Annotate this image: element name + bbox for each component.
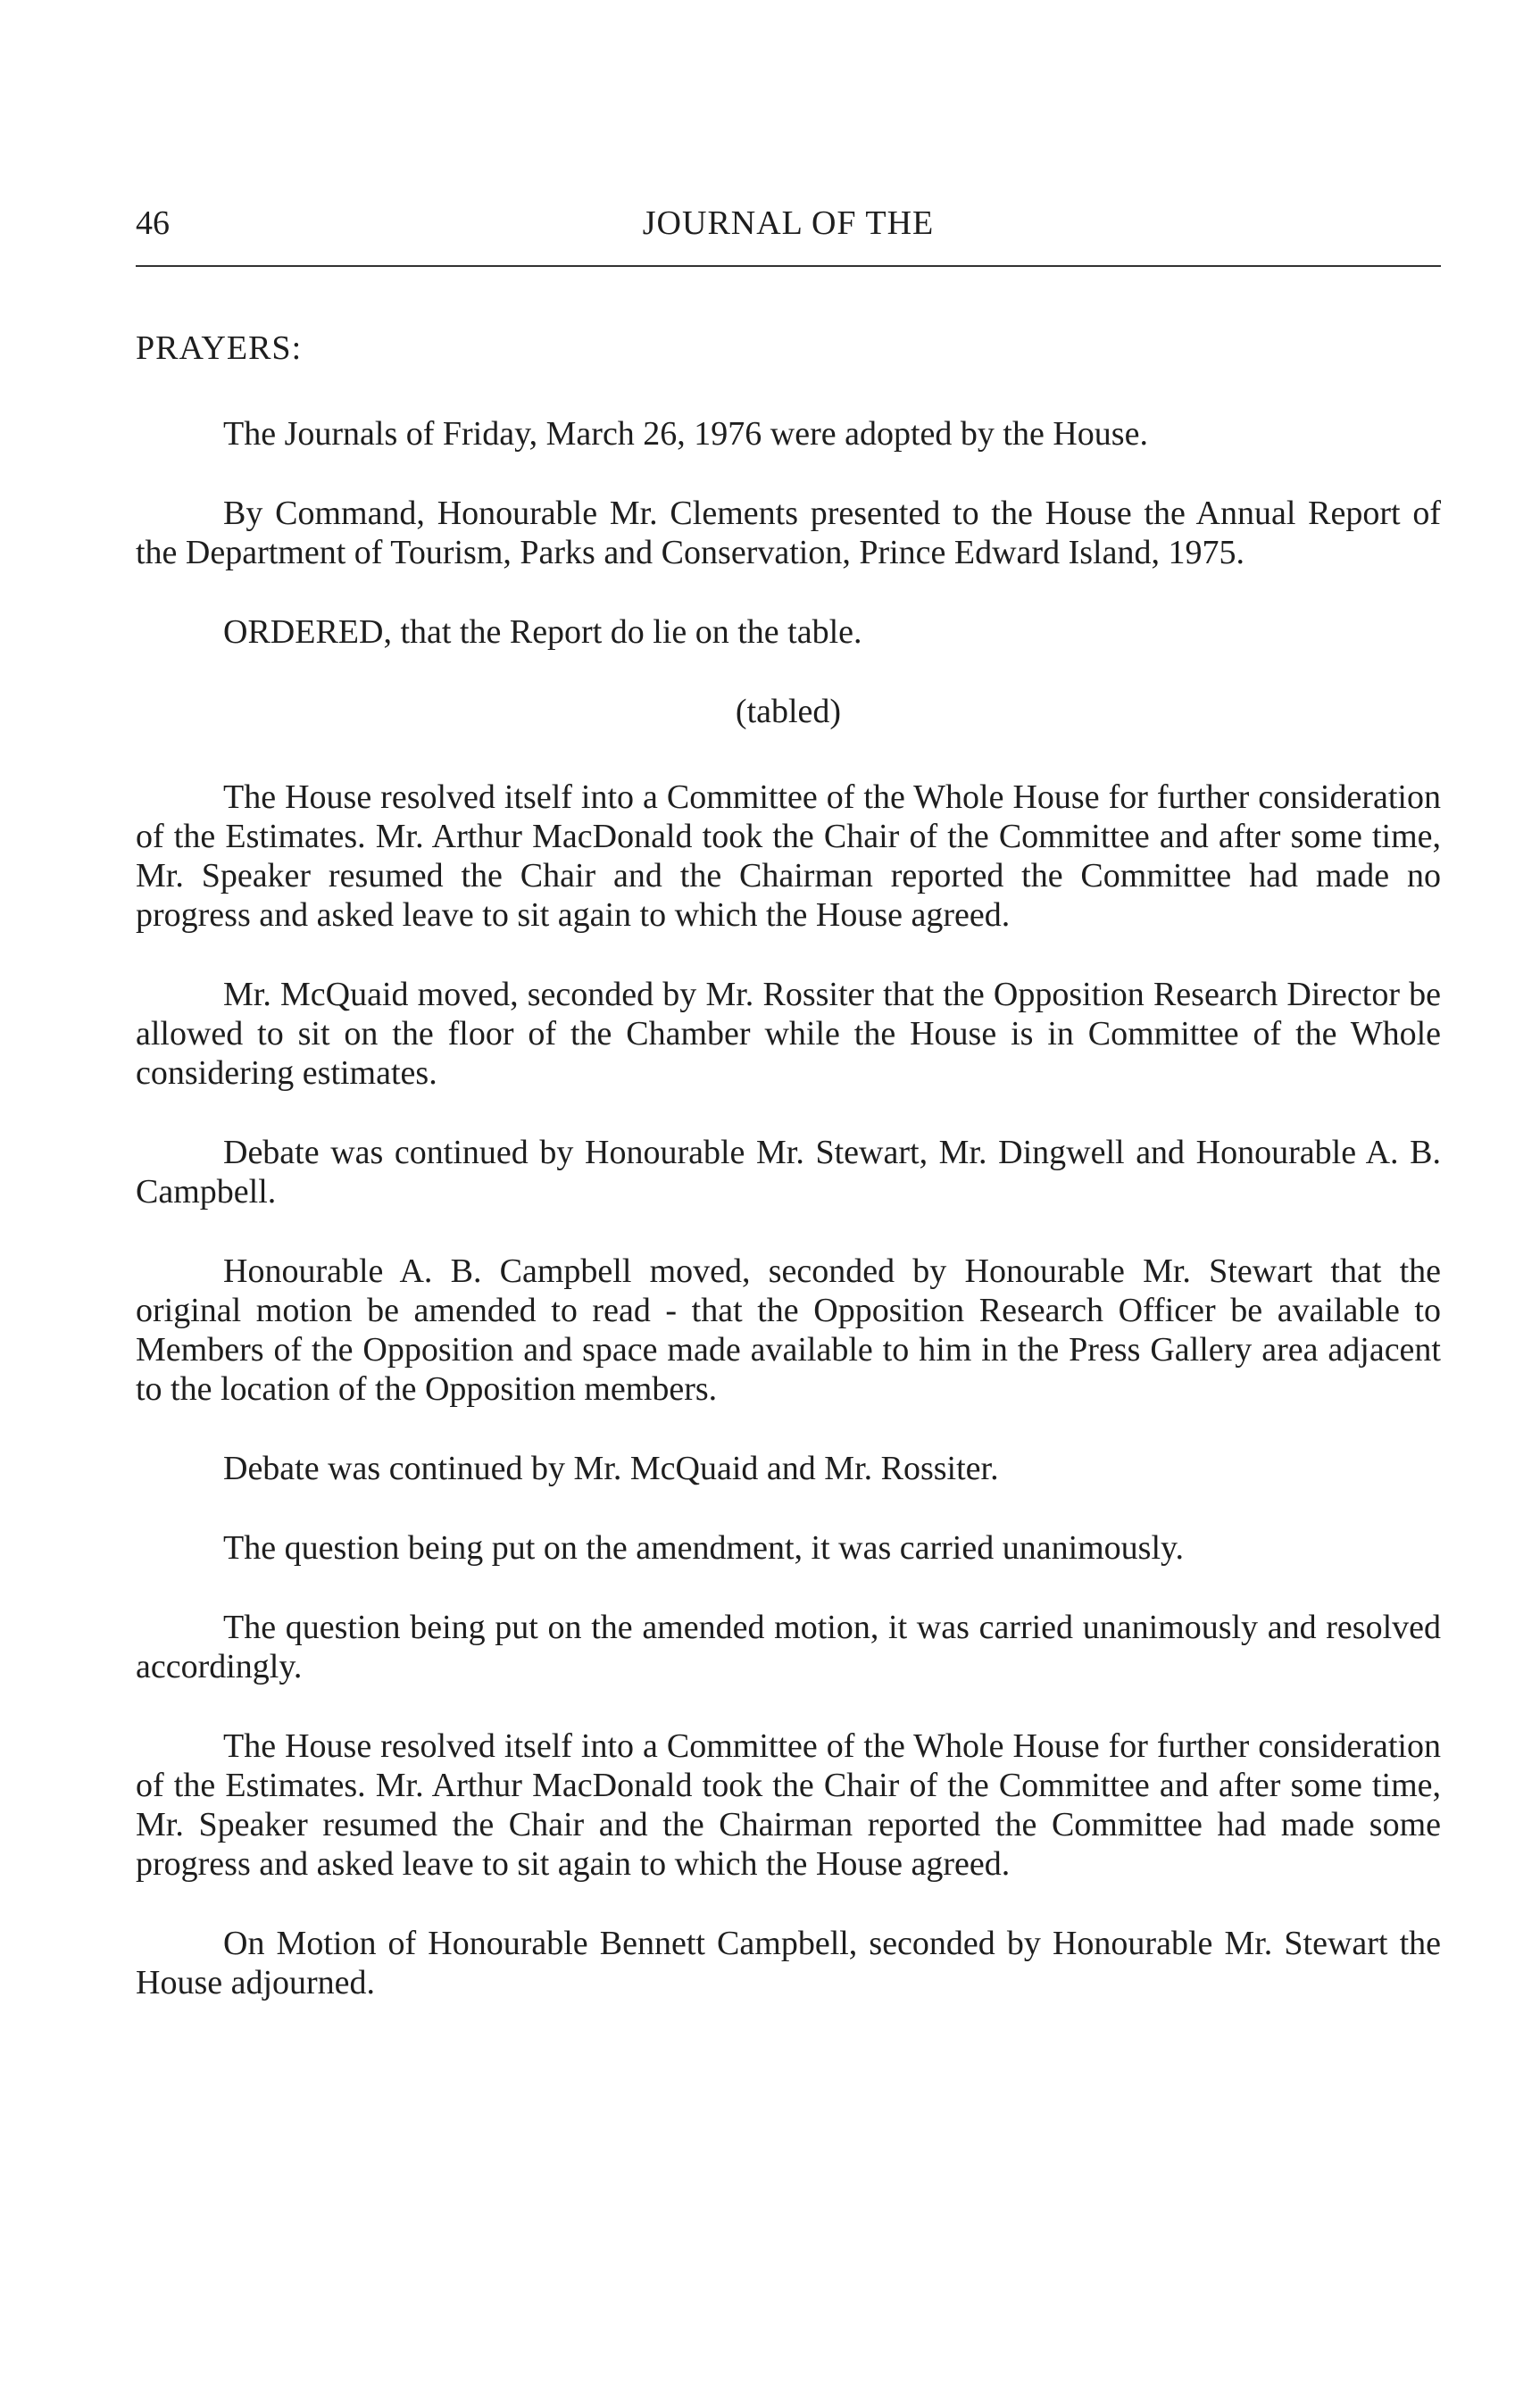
tabled-note: (tabled) bbox=[735, 693, 842, 730]
ordered-paragraph: ORDERED, that the Report do lie on the table. bbox=[223, 613, 862, 651]
header-divider bbox=[136, 265, 1441, 267]
page-header bbox=[136, 204, 1441, 257]
journal-body bbox=[136, 329, 1441, 2043]
page-number: 46 bbox=[136, 204, 170, 242]
amendment-paragraph: Honourable A. B. Campbell moved, seconded by Honourable Mr. Stewart that the original motion be amended to read - that the Opposition Research Officer be available to Members of the Opposition and space made available to him in the Press Gallery area adjacent to the location of the Opposition members. bbox=[136, 1252, 1441, 1408]
committee-paragraph-1: The House resolved itself into a Committee of the Whole House for further consideration of the Estimates. Mr. Arthur MacDonald took the Chair of the Committee and after some time, Mr. Speaker resumed the Chair and the Chairman reported the Committee had made no progress and asked leave to sit again to which the House agreed. bbox=[136, 778, 1441, 934]
amendment-result-paragraph: The question being put on the amendment, it was carried unanimously. bbox=[223, 1529, 1185, 1567]
adjournment-paragraph: On Motion of Honourable Bennett Campbell, seconded by Honourable Mr. Stewart the House adjourned. bbox=[136, 1925, 1441, 2001]
motion-paragraph: Mr. McQuaid moved, seconded by Mr. Rossiter that the Opposition Research Director be allowed to sit on the floor of the Chamber while the House is in Committee of the Whole considering estimates. bbox=[136, 976, 1441, 1092]
running-title: JOURNAL OF THE bbox=[642, 204, 935, 242]
journals-adopted-paragraph: The Journals of Friday, March 26, 1976 were adopted by the House. bbox=[223, 415, 1148, 453]
committee-paragraph-2: The House resolved itself into a Committee of the Whole House for further consideration of the Estimates. Mr. Arthur MacDonald took the Chair of the Committee and after some time, Mr. Speaker resumed the Chair and the Chairman reported the Committee had made some progress and asked leave to sit again to which the House agreed. bbox=[136, 1727, 1441, 1883]
debate-paragraph-1: Debate was continued by Honourable Mr. Stewart, Mr. Dingwell and Honourable A. B. Campbell. bbox=[136, 1134, 1441, 1211]
section-heading: PRAYERS: bbox=[136, 329, 303, 367]
annual-report-paragraph: By Command, Honourable Mr. Clements presented to the House the Annual Report of the Department of Tourism, Parks and Conservation, Prince Edward Island, 1975. bbox=[136, 495, 1441, 571]
amended-motion-result-paragraph: The question being put on the amended motion, it was carried unanimously and resolved accordingly. bbox=[136, 1609, 1441, 1685]
debate-paragraph-2: Debate was continued by Mr. McQuaid and Mr. Rossiter. bbox=[223, 1450, 999, 1487]
